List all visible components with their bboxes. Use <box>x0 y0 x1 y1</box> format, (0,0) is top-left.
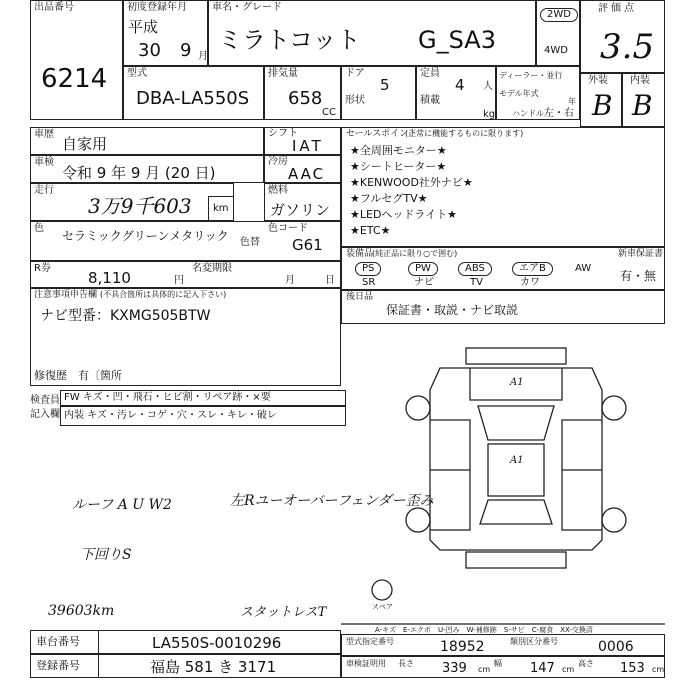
sales-item: ★ETC★ <box>350 224 391 237</box>
roof <box>488 444 544 496</box>
kg-unit: kg <box>483 109 496 120</box>
height-label: 高さ <box>578 659 594 668</box>
equip-navi: ナビ <box>414 277 434 288</box>
inspector-fw: FW キズ・凹・飛石・ヒビ割・リペア跡・×要 <box>64 392 271 403</box>
aircon-label: 冷房 <box>268 156 288 167</box>
first-reg-label: 初度登録年月 <box>127 2 187 13</box>
cc-unit: CC <box>322 107 336 118</box>
equipment-label: 装備品 <box>346 249 374 259</box>
equip-tv: TV <box>470 277 483 288</box>
left-doors <box>430 420 470 530</box>
plate-number: 福島 581 き 3171 <box>150 658 277 676</box>
wheel-rl <box>406 508 430 532</box>
interior-grade: B <box>632 89 653 122</box>
color-change-label: 色替 <box>240 237 260 248</box>
sales-item: ★LEDヘッドライト★ <box>350 208 457 221</box>
score-value: 3.5 <box>600 27 655 67</box>
height-unit: cm <box>652 665 665 674</box>
chassis-label: 車台番号 <box>36 635 80 648</box>
reg-month: 9 <box>180 40 192 61</box>
car-name: ミラトコット <box>218 26 361 54</box>
recycle-unit: 円 <box>174 275 184 286</box>
km-unit: km <box>213 203 229 214</box>
damage-legend: A-キズ E-エクボ U-凹み W-補修跡 S-サビ C-腐食 XX-交換済 <box>375 626 593 634</box>
windshield <box>478 406 554 440</box>
spare-label: スペア <box>372 603 393 611</box>
sales-label: セールスポイント <box>346 129 418 139</box>
note-fender: 左Rユーオーバーフェンダー歪み <box>230 493 434 509</box>
model-code-label: 型式 <box>127 68 147 79</box>
handle-label: ハンドル <box>512 109 544 118</box>
equip-pw: PW <box>408 262 438 276</box>
dimension-box <box>341 656 665 678</box>
rear-window <box>480 500 552 524</box>
after-delivery: 保証書・取説・ナビ取説 <box>386 303 519 317</box>
inspector-label: 検査員 <box>30 395 60 406</box>
warranty-value: 有・無 <box>620 269 657 283</box>
handle-lr: 左・右 <box>544 108 574 119</box>
equip-sr: SR <box>362 277 376 288</box>
rear-bumper <box>466 552 566 568</box>
cert-label: 車検証明用 <box>346 659 386 668</box>
report-text: ナビ型番：KXMG505BTW <box>40 308 211 324</box>
vehicle-type: 自家用 <box>62 135 108 153</box>
approval-label: 型式指定番号 <box>346 637 394 646</box>
era: 平成 <box>128 18 159 36</box>
sales-item: ★KENWOOD社外ナビ★ <box>350 176 473 189</box>
entry-label: 記入欄 <box>30 409 60 420</box>
note-roof: ルーフ A U W2 <box>72 497 172 513</box>
equip-airbag: エアB <box>512 262 553 276</box>
interior-label: 内装 <box>630 75 650 86</box>
length-unit: cm <box>478 665 491 674</box>
sales-item: ★シートヒーター★ <box>350 160 447 173</box>
width: 147 <box>530 661 555 676</box>
color-code-label: 色コード <box>268 223 308 234</box>
reg-month-unit: 月 <box>198 51 208 62</box>
shape-label: 形状 <box>345 95 365 106</box>
drive-4wd: 4WD <box>544 45 568 56</box>
car-name-label: 車名・グレード <box>212 2 282 13</box>
vehicle-type-label: 車歴 <box>34 129 54 140</box>
lot-label: 出品番号 <box>34 2 74 13</box>
equip-leather: カワ <box>520 277 540 288</box>
diagram-mark-front: A1 <box>510 377 524 388</box>
fuel-label: 燃料 <box>268 185 288 196</box>
equip-abs: ABS <box>458 262 492 276</box>
report-note: (不具合箇所は具体的に記入下さい) <box>100 290 227 299</box>
repair-value: 有〔箇所 <box>78 369 122 382</box>
dealer-label: ディーラー・並行 <box>499 71 563 80</box>
plate-label: 登録番号 <box>36 659 80 672</box>
wheel-rr <box>602 508 626 532</box>
chassis-number: LA550S-0010296 <box>152 634 282 652</box>
sales-note: (正常に機能するものに限ります) <box>405 129 524 138</box>
shift: IAT <box>292 137 324 155</box>
doors: 5 <box>380 76 390 94</box>
color-code: G61 <box>292 236 323 254</box>
wheel-fl <box>406 396 430 420</box>
equip-aw: AW <box>575 263 592 274</box>
note-km: 39603km <box>48 603 115 619</box>
model-code: DBA-LA550S <box>136 88 250 109</box>
wheel-fr <box>602 396 626 420</box>
year-unit: 年 <box>568 97 576 106</box>
person-unit: 人 <box>483 81 493 92</box>
exterior-grade: B <box>592 89 613 122</box>
recycle: 8,110 <box>88 269 131 287</box>
shift-label: シフト <box>268 128 298 139</box>
mileage-label: 走行 <box>34 185 54 196</box>
displacement-label: 排気量 <box>268 68 298 79</box>
inspection-deadline-label: 名変期限 <box>192 263 232 274</box>
mileage: 3万9千603 <box>88 194 192 218</box>
displacement: 658 <box>288 88 323 109</box>
diagram-mark-roof: A1 <box>510 455 524 466</box>
warranty-label: 新車保証書 <box>618 249 664 259</box>
note-tire: スタットレスT <box>240 605 327 620</box>
height: 153 <box>620 661 645 676</box>
color-label: 色 <box>34 223 44 234</box>
recycle-label: R券 <box>34 263 51 274</box>
aircon: AAC <box>288 165 326 183</box>
front-bumper <box>466 348 566 364</box>
width-unit: cm <box>562 665 575 674</box>
fuel: ガソリン <box>270 201 331 219</box>
length-label: 長さ <box>398 659 414 668</box>
after-delivery-label: 後日品 <box>346 292 374 302</box>
sales-item: ★全周囲モニター★ <box>350 144 447 157</box>
color: セラミックグリーンメタリック <box>62 229 229 243</box>
class-number: 0006 <box>598 639 634 655</box>
length: 339 <box>442 661 467 676</box>
exterior-label: 外装 <box>588 75 608 86</box>
reg-year: 30 <box>138 40 161 61</box>
note-underbody: 下回りS <box>80 547 132 563</box>
width-label: 幅 <box>494 659 502 668</box>
repair-label: 修復歴 <box>34 369 67 382</box>
grade: G_SA3 <box>418 26 496 54</box>
sales-item: ★フルセグTV★ <box>350 192 428 205</box>
inspection-label: 車検 <box>34 157 54 168</box>
inspection-day-unit: 日 <box>325 275 335 286</box>
drive-2wd: 2WD <box>540 8 578 22</box>
class-label: 類別区分番号 <box>510 637 558 646</box>
inspector-in: 内装 キズ・汚レ・コゲ・穴・スレ・キレ・破レ <box>64 410 277 421</box>
approval-number: 18952 <box>440 639 485 655</box>
load-label: 積載 <box>420 95 440 106</box>
capacity-label: 定員 <box>420 68 440 79</box>
doors-label: ドア <box>345 68 365 79</box>
spare-tire <box>372 580 392 600</box>
inspection-month-unit: 月 <box>285 275 295 286</box>
lot-number: 6214 <box>41 64 108 94</box>
capacity: 4 <box>455 76 465 94</box>
score-label: 評価点 <box>598 3 637 14</box>
right-doors <box>562 420 602 530</box>
equip-ps: PS <box>355 262 381 276</box>
report-label: 注意事項申告欄 <box>34 290 98 300</box>
model-year-label: モデル年式 <box>499 89 539 98</box>
equipment-note: (純正品に限り○で囲む) <box>372 249 458 258</box>
inspection-date: 令和 9 年 9 月 (20 日) <box>62 164 216 182</box>
